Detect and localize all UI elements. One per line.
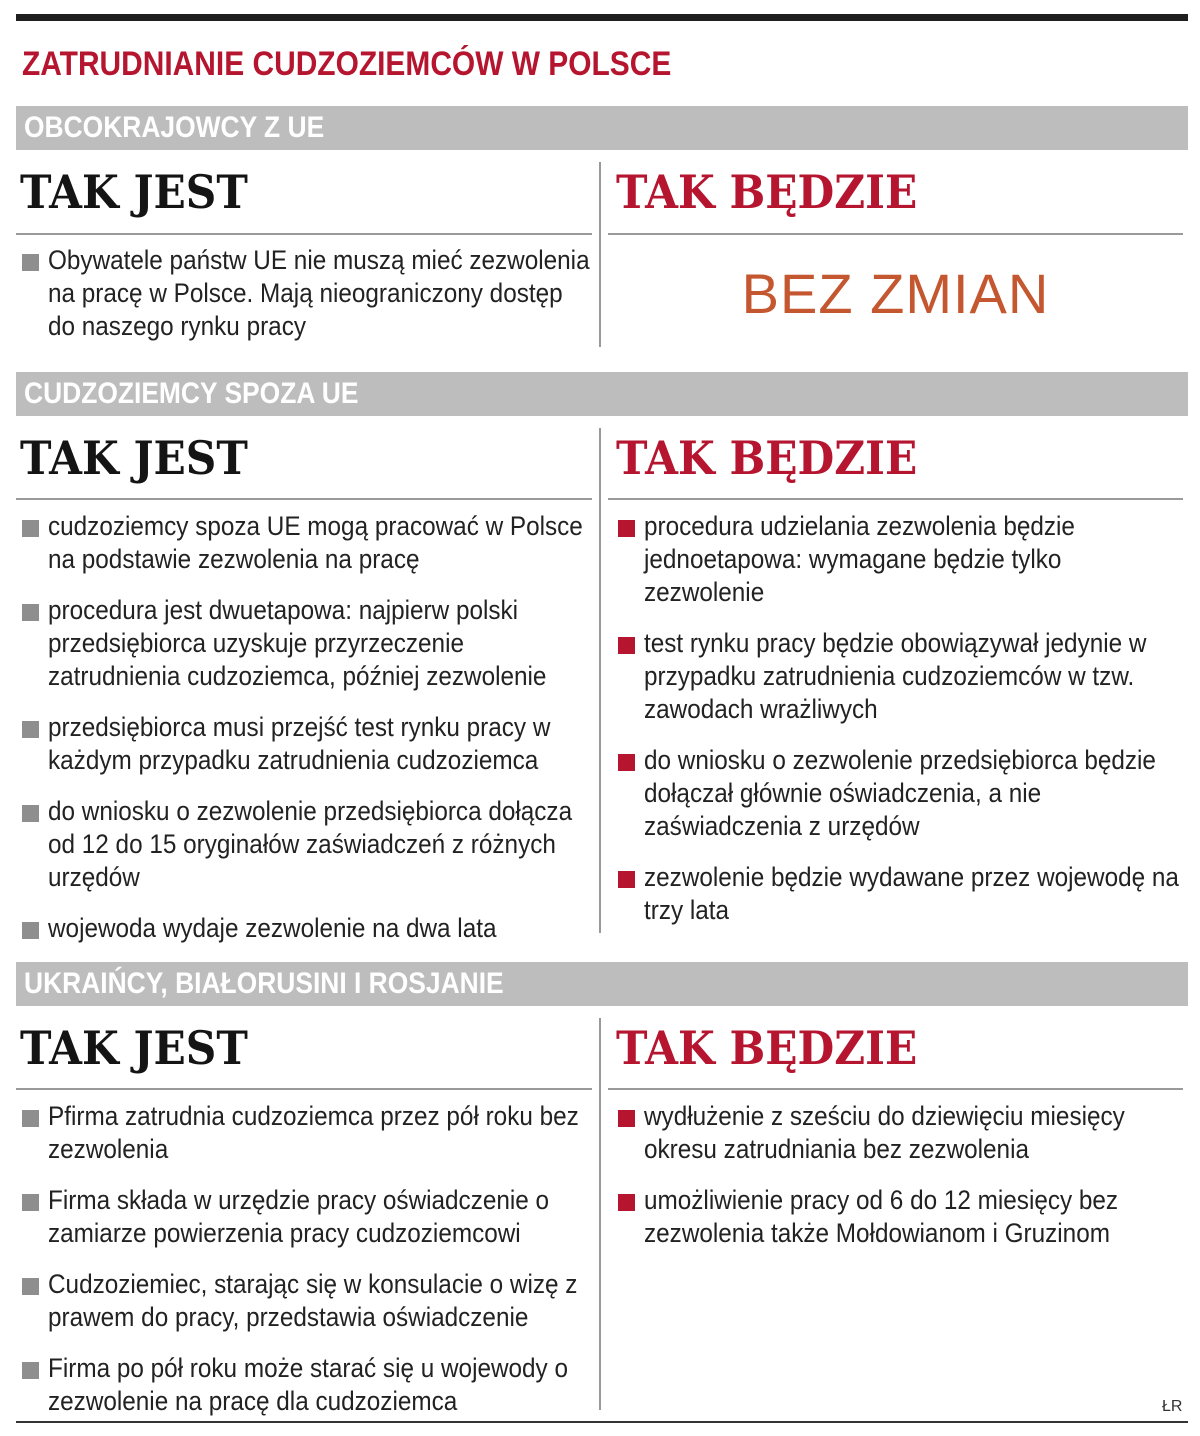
section-heading: UKRAIŃCY, BIAŁORUSINI I ROSJANIE [24,967,504,1000]
bullet-icon [22,1278,39,1295]
column-heading-now: TAK JEST [20,431,248,485]
bullet-icon [618,637,635,654]
list-item: wydłużenie z sześciu do dziewięciu miesięcy okresu zatrudniania bez zezwolenia [616,1100,1188,1166]
list-now-eu [20,244,592,361]
column-rule [608,233,1183,235]
section-band-eu [16,106,1188,150]
column-divider [599,428,601,933]
section-band-non-eu [16,372,1188,416]
list-item: do wniosku o zezwolenie przedsiębiorca dołącza od 12 do 15 oryginałów zaświadczeń z różnych urzędów [20,795,592,894]
list-future-east [616,1100,1188,1268]
column-heading-now: TAK JEST [20,1021,248,1075]
list-item: zezwolenie będzie wydawane przez wojewodę na trzy lata [616,861,1188,927]
column-heading-now: TAK JEST [20,165,248,219]
list-now-non-eu [20,510,592,963]
bullet-icon [22,922,39,939]
bottom-rule [16,1421,1188,1423]
list-item: umożliwienie pracy od 6 do 12 miesięcy bez zezwolenia także Mołdowianom i Gruzinom [616,1184,1188,1250]
column-rule [608,498,1183,500]
list-item: Firma po pół roku może starać się u wojewody o zezwolenie na pracę dla cudzoziemca [20,1352,592,1418]
list-item: wojewoda wydaje zezwolenie na dwa lata [20,912,592,945]
bullet-icon [22,1362,39,1379]
bullet-icon [22,721,39,738]
list-item: przedsiębiorca musi przejść test rynku pracy w każdym przypadku zatrudnienia cudzoziemca [20,711,592,777]
column-rule [608,1088,1183,1090]
section-heading: OBCOKRAJOWCY Z UE [24,111,325,144]
bullet-icon [618,1194,635,1211]
column-divider [599,162,601,347]
column-heading-future: TAK BĘDZIE [616,165,918,219]
section-band-east [16,962,1188,1006]
bullet-icon [22,604,39,621]
list-item: Pfirma zatrudnia cudzoziemca przez pół roku bez zezwolenia [20,1100,592,1166]
column-heading-future: TAK BĘDZIE [616,431,918,485]
list-item: Firma składa w urzędzie pracy oświadczenie o zamiarze powierzenia pracy cudzoziemcowi [20,1184,592,1250]
bullet-icon [618,754,635,771]
bullet-icon [22,254,39,271]
column-divider [599,1018,601,1410]
list-item: test rynku pracy będzie obowiązywał jedynie w przypadku zatrudnienia cudzoziemców w tzw. zawodach wrażliwych [616,627,1188,726]
no-change-label: BEZ ZMIAN [741,262,1050,325]
list-item: procedura udzielania zezwolenia będzie jednoetapowa: wymagane będzie tylko zezwolenie [616,510,1188,609]
page-title: ZATRUDNIANIE CUDZOZIEMCÓW W POLSCE [22,45,672,83]
bullet-icon [22,1194,39,1211]
top-rule [16,14,1188,21]
bullet-icon [22,1110,39,1127]
bullet-icon [618,871,635,888]
section-heading: CUDZOZIEMCY SPOZA UE [24,377,359,410]
list-item: cudzoziemcy spoza UE mogą pracować w Polsce na podstawie zezwolenia na pracę [20,510,592,576]
list-item: do wniosku o zezwolenie przedsiębiorca będzie dołączał głównie oświadczenia, a nie zaświadczenia z urzędów [616,744,1188,843]
column-heading-future: TAK BĘDZIE [616,1021,918,1075]
bullet-icon [22,520,39,537]
bullet-icon [22,805,39,822]
list-future-non-eu [616,510,1188,945]
column-rule [16,1088,592,1090]
list-item: Obywatele państw UE nie muszą mieć zezwolenia na pracę w Polsce. Mają nieograniczony dostęp do naszego rynku pracy [20,244,592,343]
author-signature: ŁR [1162,1398,1183,1415]
list-item: procedura jest dwuetapowa: najpierw polski przedsiębiorca uzyskuje przyrzeczenie zatrudnienia cudzoziemca, później zezwolenie [20,594,592,693]
list-item: Cudzoziemiec, starając się w konsulacie o wizę z prawem do pracy, przedstawia oświadczenie [20,1268,592,1334]
bullet-icon [618,520,635,537]
list-now-east [20,1100,592,1436]
column-rule [16,233,592,235]
bullet-icon [618,1110,635,1127]
column-rule [16,498,592,500]
